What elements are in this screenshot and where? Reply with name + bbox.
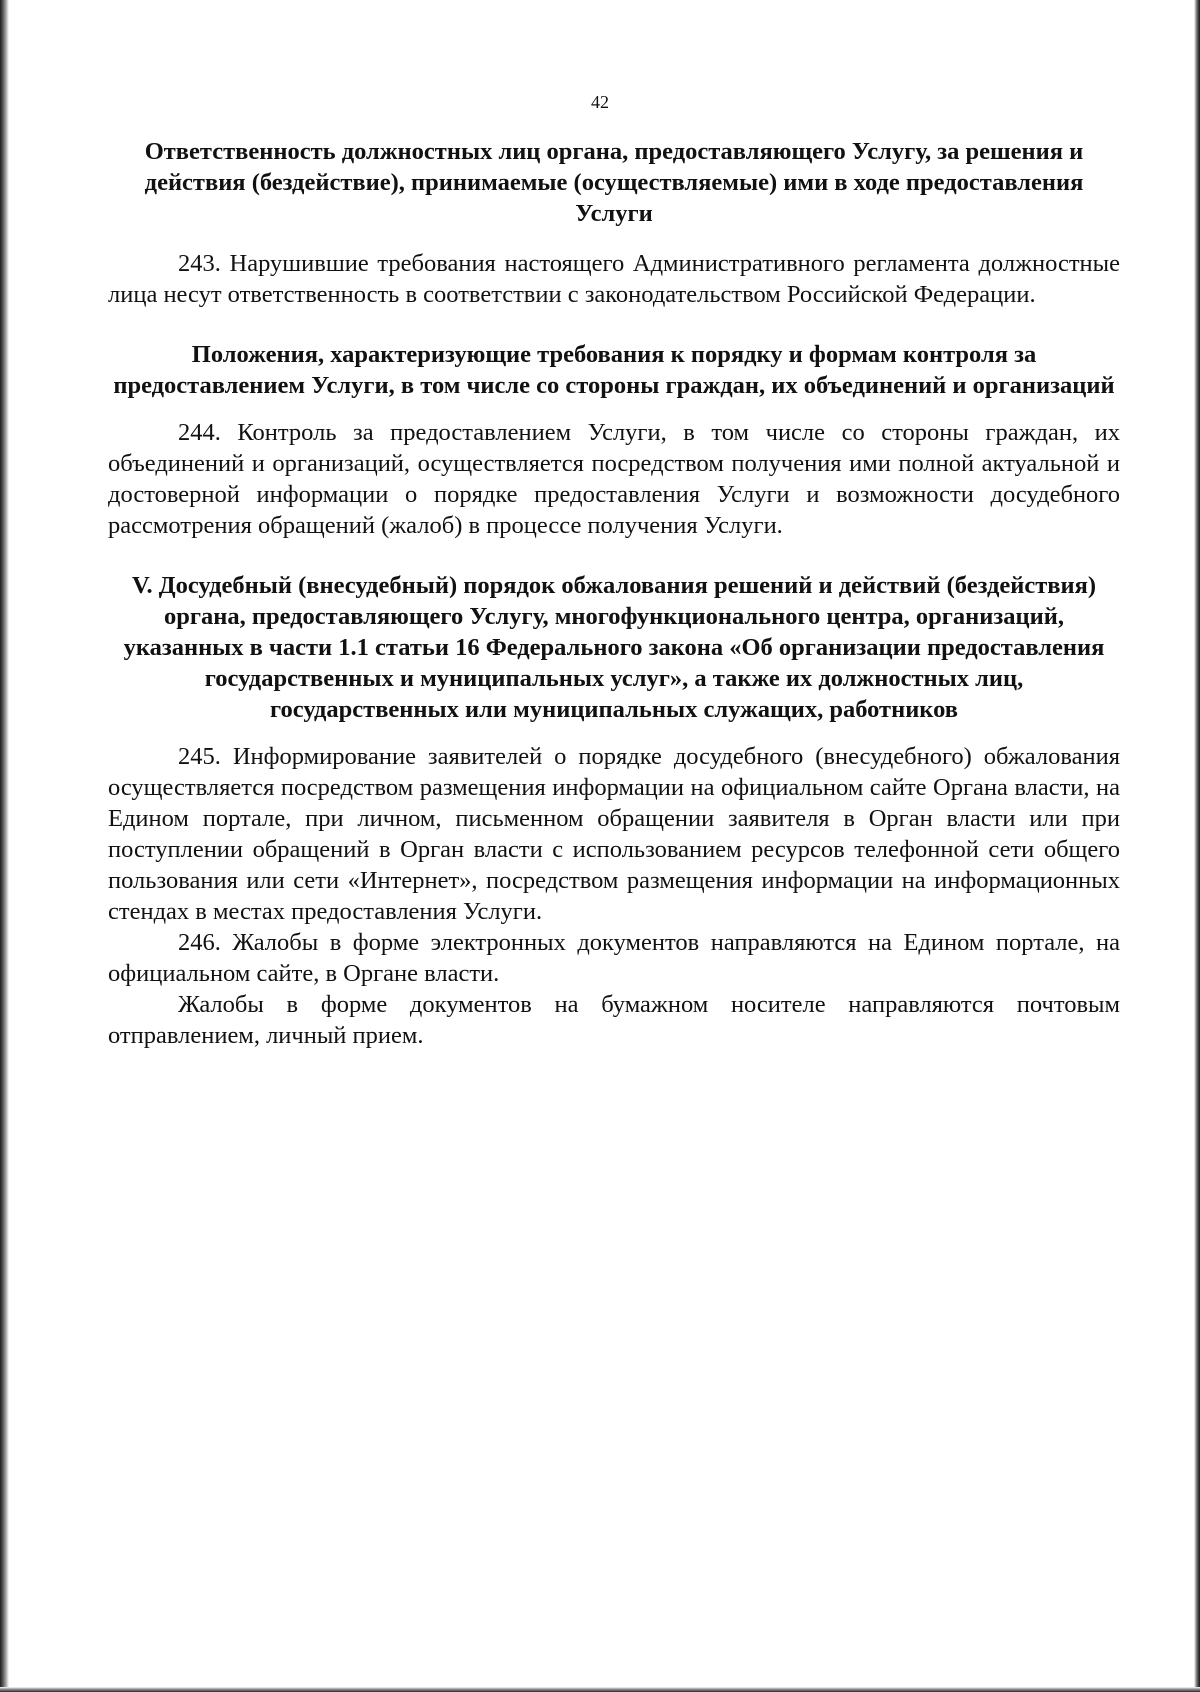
section-heading-appeal: V. Досудебный (внесудебный) порядок обжалования решений и действий (бездействия) органа, предоставляющего Услугу, многофункционального центра, организаций, указанных в части 1.1 статьи 16 Федерального закона «Об организации предоставления государственных и муниципальных услуг», а также их должностных лиц, государственных или муниципальных служащих, работников [123,572,1105,723]
paragraph-246-continued: Жалобы в форме документов на бумажном носителе направляются почтовым отправлением, личный прием. [108,991,1120,1049]
section-heading-control: Положения, характеризующие требования к порядку и формам контроля за предоставлением Услуги, в том числе со стороны граждан, их объединений и организаций [113,341,1115,399]
paragraph-245: 245. Информирование заявителей о порядке досудебного (внесудебного) обжалования осуществляется посредством размещения информации на официальном сайте Органа власти, на Едином портале, при личном, письменном обращении заявителя в Орган власти или при поступлении обращений в Орган власти с использованием ресурсов телефонной сети общего пользования или сети «Интернет», посредством размещения информации на информационных стендах в местах предоставления Услуги. [108,743,1120,925]
page-number: 42 [591,92,609,112]
section-heading-responsibility: Ответственность должностных лиц органа, предоставляющего Услугу, за решения и действия (бездействие), принимаемые (осуществляемые) ими в ходе предоставления Услуги [144,138,1084,227]
paragraph-243: 243. Нарушившие требования настоящего Административного регламента должностные лица несут ответственность в соответствии с законодательством Российской Федерации. [108,250,1120,308]
document-body [108,136,1120,1051]
paragraph-244: 244. Контроль за предоставлением Услуги, в том числе со стороны граждан, их объединений и организаций, осуществляется посредством получения ими полной актуальной и достоверной информации о порядке предоставления Услуги и возможности досудебного рассмотрения обращений (жалоб) в процессе получения Услуги. [108,419,1120,539]
scan-edge-bottom [0,1687,1200,1692]
scan-edge-left [0,0,9,1692]
scan-edge-right [1194,0,1200,1692]
paragraph-246: 246. Жалобы в форме электронных документов направляются на Едином портале, на официальном сайте, в Органе власти. [108,929,1120,987]
